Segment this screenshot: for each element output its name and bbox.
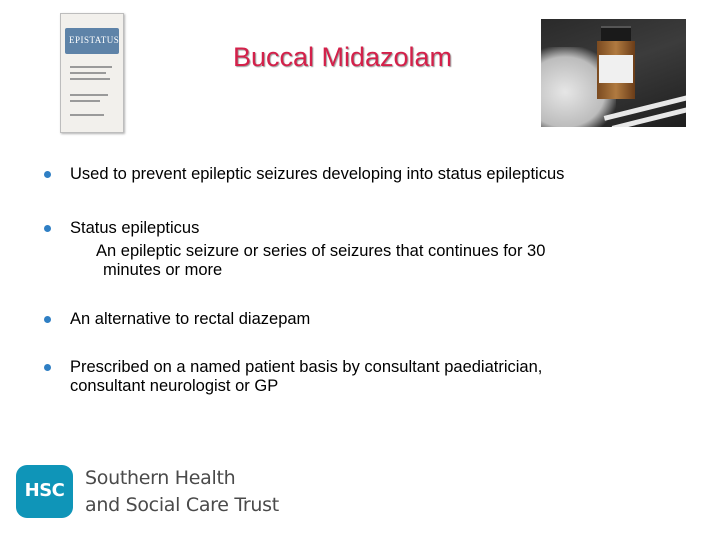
trust-name-line2: and Social Care Trust (85, 494, 279, 516)
bullet-4-text: Prescribed on a named patient basis by consultant paediatrician, (70, 358, 543, 376)
vial-label (599, 55, 633, 83)
bullet-dot-icon (44, 171, 51, 178)
medicine-box-photo (60, 13, 124, 133)
trust-name-line1: Southern Health (85, 467, 236, 489)
box-print-line (70, 100, 100, 102)
bullet-4-text-line2: consultant neurologist or GP (70, 377, 279, 395)
box-print-line (70, 78, 110, 80)
bullet-dot-icon (44, 316, 51, 323)
bullet-3-text: An alternative to rectal diazepam (70, 310, 311, 328)
bullet-2-subtext-line2: minutes or more (103, 261, 223, 279)
box-print-line (70, 94, 108, 96)
slide-title: Buccal Midazolam (232, 42, 453, 72)
bullet-2-subtext-line1: An epileptic seizure or series of seizures that continues for 30 (96, 242, 546, 260)
hsc-logo-text: HSC (24, 480, 65, 501)
vial-syringe-photo (541, 19, 686, 127)
box-brand-text: EPISTATUS (69, 35, 120, 45)
box-print-line (70, 114, 104, 116)
bullet-dot-icon (44, 364, 51, 371)
bullet-dot-icon (44, 225, 51, 232)
bullet-1-text: Used to prevent epileptic seizures developing into status epilepticus (70, 165, 565, 183)
hsc-logo-badge (16, 465, 73, 518)
bullet-2-text: Status epilepticus (70, 219, 200, 237)
